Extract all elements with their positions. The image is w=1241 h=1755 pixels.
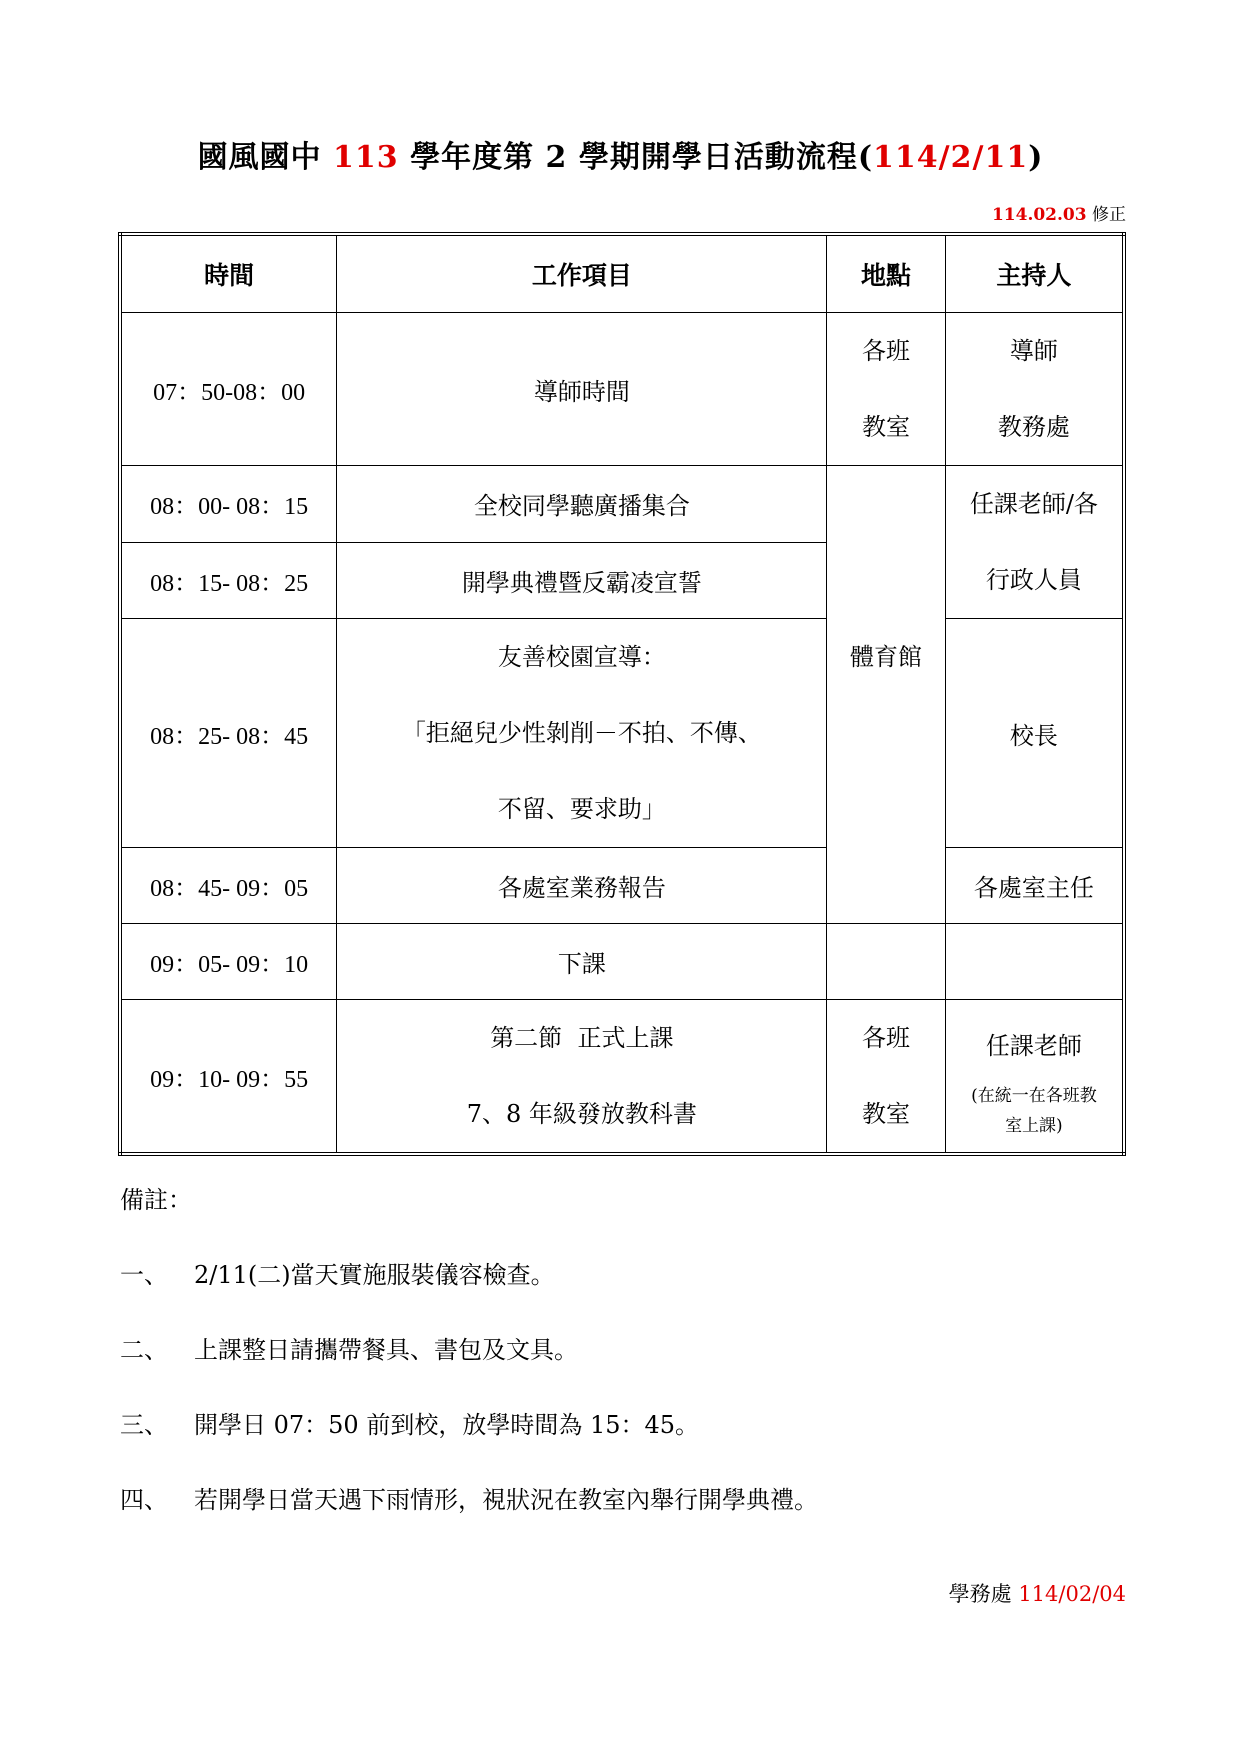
- host-line: 導師: [1009, 337, 1058, 365]
- table-header-row: [120, 234, 1124, 313]
- host-note-line: (在統一在各班教: [971, 1086, 1097, 1106]
- table-row: [120, 848, 1124, 924]
- title-close: ): [1028, 140, 1044, 175]
- row-time: 07：50-08：00: [120, 313, 337, 466]
- note-item: [120, 1405, 699, 1440]
- note-number: 三、: [120, 1411, 168, 1439]
- header-item: 工作項目: [337, 234, 827, 313]
- note-text: 2/11(二)當天實施服裝儀容檢查。: [194, 1261, 555, 1289]
- revision-note: [992, 200, 1126, 225]
- header-time: 時間: [120, 234, 337, 313]
- row-place: [827, 1000, 945, 1155]
- table-row: [120, 924, 1124, 1000]
- host-line: 教務處: [997, 413, 1070, 441]
- row-item: 下課: [337, 924, 827, 1000]
- table-row: [120, 466, 1124, 543]
- host-teachers-admin: [945, 466, 1124, 619]
- row-place-empty: [827, 924, 945, 1000]
- footer-office: 學務處: [948, 1582, 1019, 1606]
- place-line: 教室: [862, 413, 911, 441]
- title-year: 113: [333, 140, 399, 175]
- footer-date: 114/02/04: [1018, 1582, 1126, 1606]
- revision-label: 修正: [1086, 205, 1126, 225]
- item-line: 不留、要求助」: [497, 795, 666, 823]
- place-line: 各班: [862, 337, 911, 365]
- row-item: 各處室業務報告: [337, 848, 827, 924]
- footer-signature: [949, 1578, 1126, 1608]
- schedule-table: [118, 232, 1126, 1156]
- row-item: 全校同學聽廣播集合: [337, 466, 827, 543]
- row-time: 08：45- 09：05: [120, 848, 337, 924]
- note-text: 開學日 07：50 前到校，放學時間為 15：45。: [194, 1411, 700, 1439]
- place-line: 各班: [862, 1024, 911, 1052]
- table-row: [120, 313, 1124, 466]
- notes-label: 備註：: [120, 1186, 192, 1214]
- revision-date: 114.02.03: [991, 205, 1087, 225]
- item-line: 「拒絕兒少性剝削－不拍、不傳、: [401, 719, 762, 747]
- title-date: 114/2/11: [873, 140, 1029, 175]
- host-note-line: 室上課): [1005, 1116, 1063, 1136]
- note-item: [120, 1480, 818, 1515]
- row-host: [945, 313, 1124, 466]
- title-school: 國風國中: [197, 140, 334, 175]
- row-host: [945, 1000, 1124, 1155]
- row-time: 08：00- 08：15: [120, 466, 337, 543]
- host-line: 任課老師/各: [969, 490, 1098, 518]
- host-principal: 校長: [945, 619, 1124, 848]
- table-row: [120, 1000, 1124, 1155]
- place-gym: 體育館: [827, 466, 945, 924]
- row-host-empty: [945, 924, 1124, 1000]
- header-host: 主持人: [945, 234, 1124, 313]
- row-item: 導師時間: [337, 313, 827, 466]
- row-item: 開學典禮暨反霸凌宣誓: [337, 542, 827, 619]
- note-text: 若開學日當天遇下雨情形，視狀況在教室內舉行開學典禮。: [194, 1486, 818, 1514]
- item-line: 7、8 年級發放教科書: [466, 1100, 697, 1128]
- title-text: 學年度第 2 學期開學日活動流程(: [398, 140, 874, 175]
- row-time: 09：10- 09：55: [120, 1000, 337, 1155]
- row-time: 09：05- 09：10: [120, 924, 337, 1000]
- host-line: 任課老師: [985, 1032, 1082, 1060]
- note-text: 上課整日請攜帶餐具、書包及文具。: [194, 1336, 578, 1364]
- page-title: [0, 132, 1241, 176]
- note-item: [120, 1255, 555, 1290]
- row-item: [337, 1000, 827, 1155]
- row-host: 各處室主任: [945, 848, 1124, 924]
- header-place: 地點: [827, 234, 945, 313]
- note-number: 一、: [120, 1261, 168, 1289]
- note-number: 四、: [120, 1486, 168, 1514]
- row-place: [827, 313, 945, 466]
- row-time: 08：25- 08：45: [120, 619, 337, 848]
- item-line: 友善校園宣導：: [497, 643, 666, 671]
- place-line: 教室: [862, 1100, 911, 1128]
- item-line: 第二節 正式上課: [490, 1024, 674, 1052]
- note-number: 二、: [120, 1336, 168, 1364]
- row-time: 08：15- 08：25: [120, 542, 337, 619]
- row-item: [337, 619, 827, 848]
- note-item: [120, 1330, 578, 1365]
- table-row: [120, 619, 1124, 848]
- host-line: 行政人員: [985, 566, 1082, 594]
